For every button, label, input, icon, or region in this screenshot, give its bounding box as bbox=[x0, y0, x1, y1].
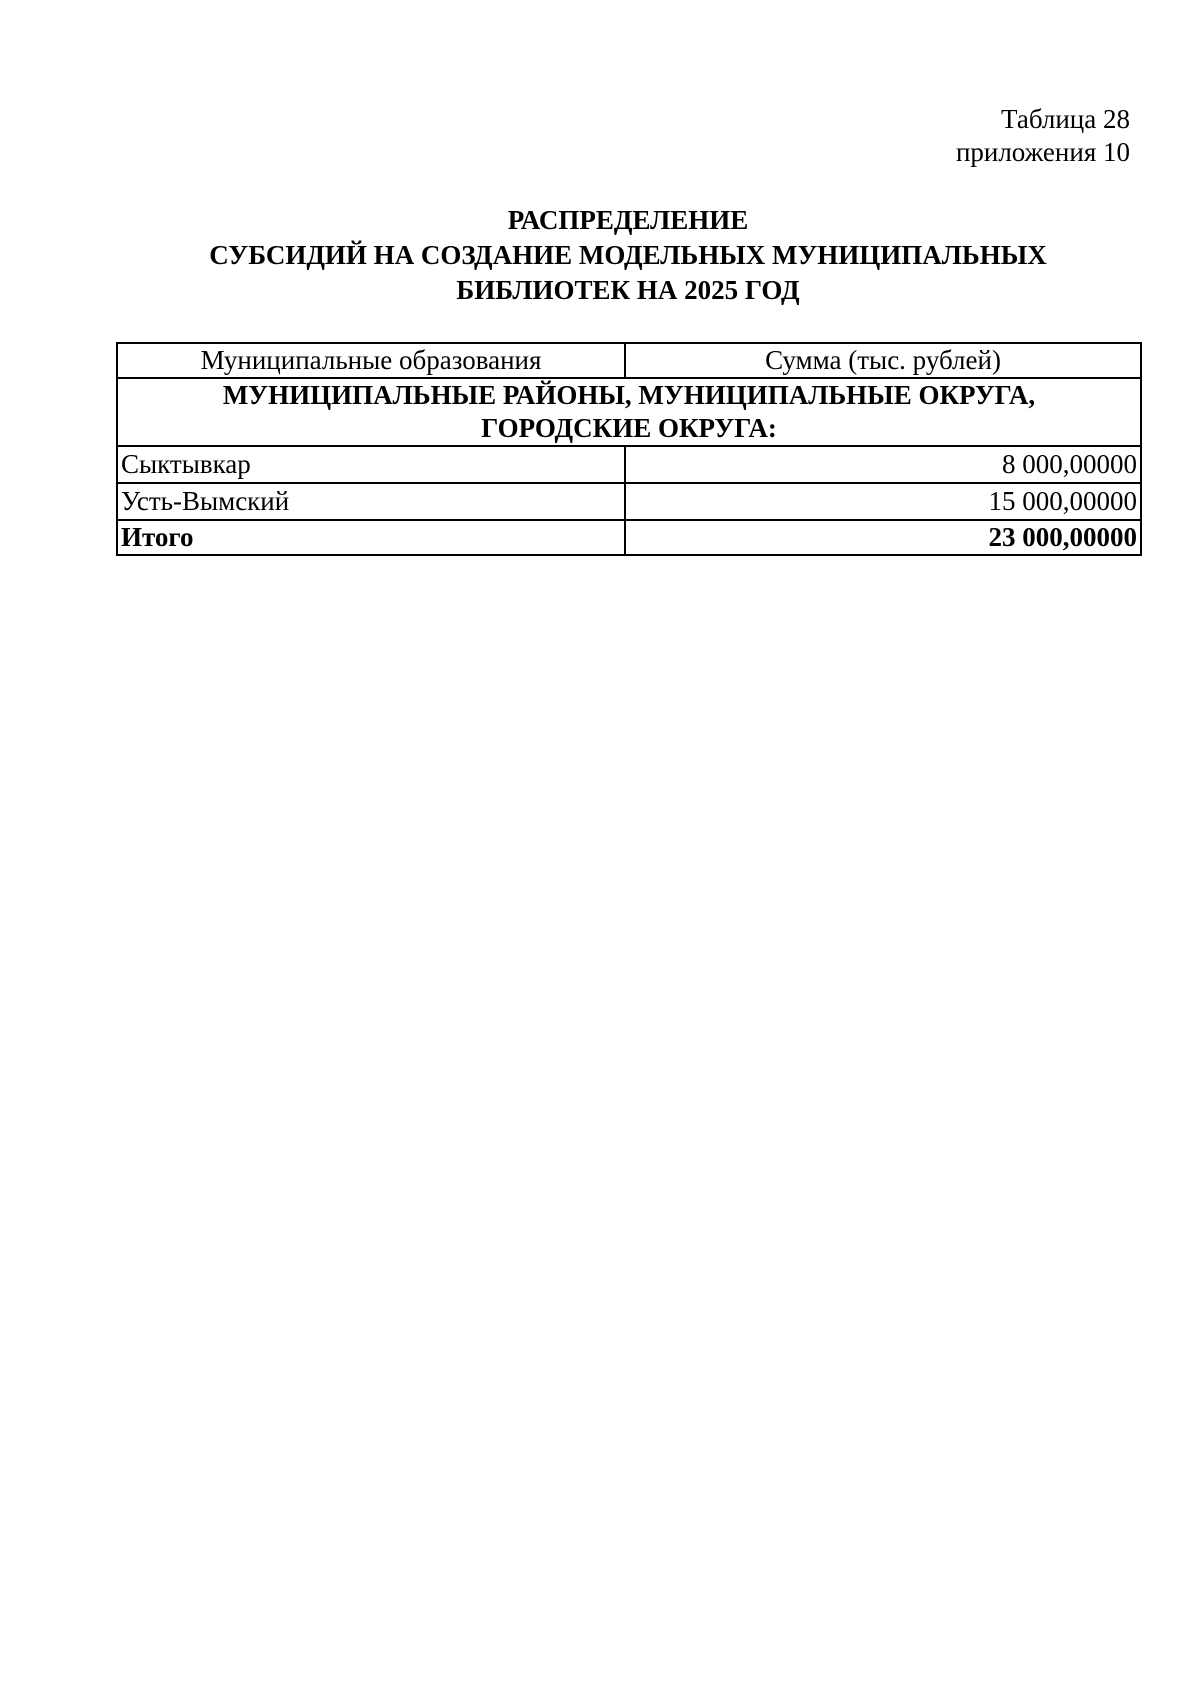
section-row bbox=[117, 378, 1141, 446]
table-number: Таблица 28 bbox=[1001, 104, 1130, 134]
total-sum: 23 000,00000 bbox=[625, 520, 1141, 555]
table-row bbox=[117, 446, 1141, 483]
total-label: Итого bbox=[117, 520, 625, 555]
table-row bbox=[117, 483, 1141, 520]
section-heading-line-2: ГОРОДСКИЕ ОКРУГА: bbox=[481, 413, 777, 443]
section-heading bbox=[117, 378, 1141, 446]
total-row bbox=[117, 520, 1141, 555]
appendix-number: приложения 10 bbox=[955, 137, 1130, 167]
title-line-3: БИБЛИОТЕК НА 2025 ГОД bbox=[456, 275, 800, 305]
row-sum: 15 000,00000 bbox=[625, 483, 1141, 520]
section-heading-line-1: МУНИЦИПАЛЬНЫЕ РАЙОНЫ, МУНИЦИПАЛЬНЫЕ ОКРУГА, bbox=[222, 380, 1036, 410]
row-sum: 8 000,00000 bbox=[625, 446, 1141, 483]
distribution-table bbox=[116, 342, 1142, 556]
header-municipalities: Муниципальные образования bbox=[117, 343, 625, 378]
header-sum: Сумма (тыс. рублей) bbox=[625, 343, 1141, 378]
title-line-2: СУБСИДИЙ НА СОЗДАНИЕ МОДЕЛЬНЫХ МУНИЦИПАЛЬНЫХ bbox=[209, 240, 1047, 270]
table-reference bbox=[956, 103, 1130, 169]
title-line-1: РАСПРЕДЕЛЕНИЕ bbox=[507, 205, 749, 235]
document-title bbox=[116, 203, 1140, 308]
row-name: Сыктывкар bbox=[117, 446, 625, 483]
table-header-row bbox=[117, 343, 1141, 378]
row-name: Усть-Вымский bbox=[117, 483, 625, 520]
